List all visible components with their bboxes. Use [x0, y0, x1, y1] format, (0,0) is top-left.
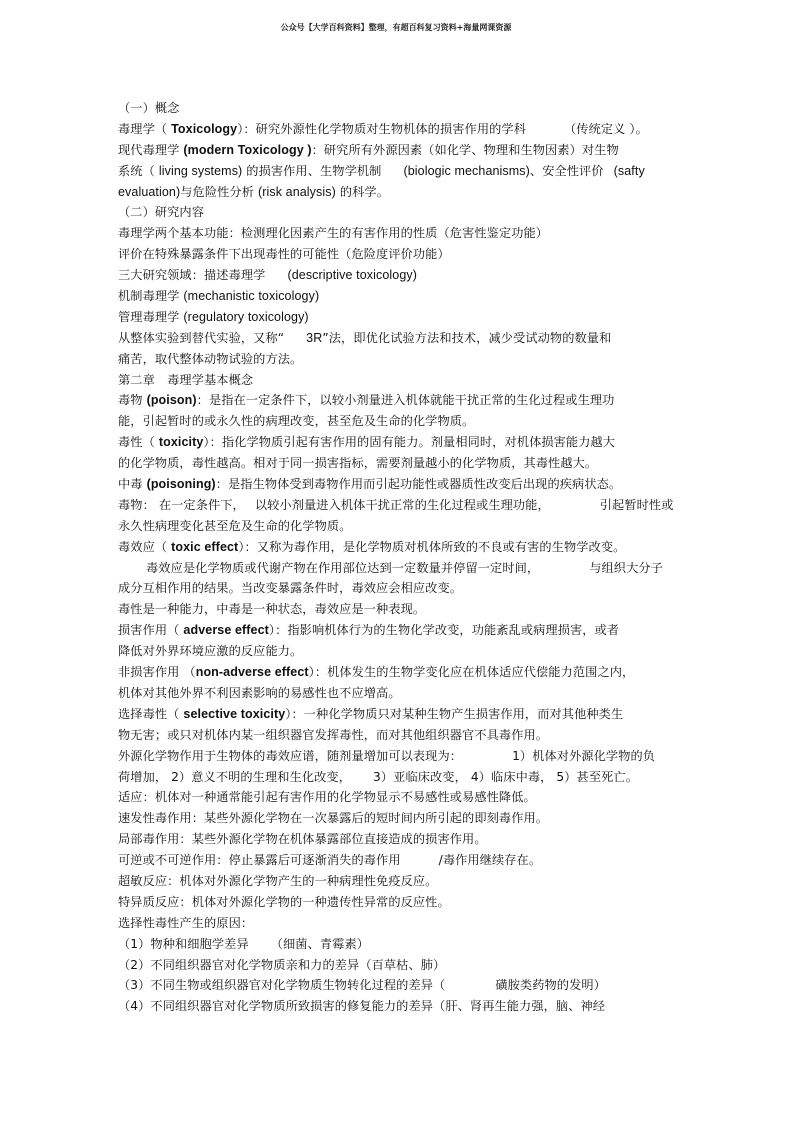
term-en: (regulatory toxicology): [183, 309, 309, 324]
text: 中毒: [118, 477, 147, 492]
term-en: (poisoning): [146, 477, 216, 492]
term-en: adverse effect: [183, 623, 269, 638]
paragraph-line: [118, 286, 678, 307]
chapter-heading: [118, 370, 678, 391]
text: ”法，即优化试验方法和技术，减少受试动物的数量和: [322, 330, 612, 345]
text: 适应：机体对一种通常能引起有害作用的化学物显示不易感性或易感性降低。: [118, 790, 536, 805]
term-en: selective toxicity: [183, 706, 286, 721]
text: 物无害；或只对机体内某一组织器官发挥毒性，而对其他组织器官不具毒作用。: [118, 727, 549, 742]
text: 现代毒理学: [118, 142, 184, 157]
paragraph-line: [118, 704, 678, 725]
list-item: [118, 996, 678, 1017]
text: 成分互相作用的结果。当改变暴露条件时，毒效应会相应改变。: [118, 581, 463, 596]
paragraph-line: [118, 558, 678, 579]
term-en: living systems): [158, 163, 243, 178]
paragraph-line: [118, 119, 678, 140]
term-en: (descriptive toxicology): [287, 268, 417, 283]
text: （1）物种和细胞学差异: [118, 936, 249, 951]
text: ）：又称为毒作用，是化学物质对机体所致的不良或有害的生物学改变。: [238, 539, 626, 554]
text: 局部毒作用：某些外源化学物在机体暴露部位直接造成的损害作用。: [118, 832, 487, 847]
paragraph-line: [118, 787, 678, 808]
text: 毒物： 在一定条件下，: [118, 497, 245, 512]
term-en: toxicity: [158, 435, 204, 450]
term-en: (modern Toxicology ): [183, 142, 312, 157]
text: （2）不同组织器官对化学物质亲和力的差异（百草枯、肺）: [118, 957, 446, 972]
text: 毒理学两个基本功能：检测理化因素产生的有害作用的性质（危害性鉴定功能）: [118, 226, 549, 241]
paragraph-line: [118, 140, 678, 161]
term-en: (mechanistic toxicology): [183, 289, 320, 304]
text: （细菌、青霉素）: [270, 936, 370, 951]
term-en: 3R: [306, 330, 323, 345]
text: 非损害作用 （: [118, 665, 196, 680]
text: 降低对外界环境应激的反应能力。: [118, 644, 303, 659]
paragraph-line: [118, 516, 678, 537]
text: 选择性毒性产生的原因：: [118, 915, 254, 930]
text: 可逆或不可逆作用：停止暴露后可逐渐消失的毒作用: [118, 853, 401, 868]
text: 的科学。: [335, 184, 389, 199]
text: 能，引起暂时的或永久性的病理改变，甚至危及生命的化学物质。: [118, 414, 475, 429]
list-item: [118, 955, 678, 976]
text: 、安全性评价: [529, 163, 604, 178]
text: 超敏反应：机体对外源化学物产生的一种病理性免疫反应。: [118, 873, 438, 888]
text: 机体对其他外界不利因素影响的易感性也不应增高。: [118, 685, 401, 700]
paragraph-line: [118, 913, 678, 934]
text: 与危险性分析: [180, 184, 258, 199]
paragraph-line: [118, 767, 678, 788]
paragraph-line: [118, 474, 678, 495]
text: （3）不同生物或组织器官对化学物质生物转化过程的差异（: [118, 978, 446, 993]
paragraph-line: [118, 453, 678, 474]
text: 永久性病理变化甚至危及生命的化学物质。: [118, 518, 352, 533]
text: 外源化学物作用于生物体的毒效应谱，随剂量增加可以表现为：: [118, 748, 463, 763]
text: 毒效应（: [118, 539, 172, 554]
text: （二）研究内容: [118, 205, 205, 220]
text: （传统定义 ）。: [564, 121, 648, 136]
text: ：研究所有外源因素（如化学、物理和生物因素）对生物: [311, 142, 619, 157]
term-en: (risk analysis): [257, 184, 336, 199]
paragraph-line: [118, 599, 678, 620]
text: 评价在特殊暴露条件下出现毒性的可能性（危险度评价功能）: [118, 247, 450, 262]
paragraph-line: [118, 390, 678, 411]
text: 毒性是一种能力，中毒是一种状态，毒效应是一种表现。: [118, 602, 426, 617]
paragraph-line: [118, 683, 678, 704]
paragraph-line: [118, 328, 678, 349]
paragraph-line: [118, 578, 678, 599]
paragraph-line: [118, 495, 678, 516]
paragraph-line: [118, 620, 678, 641]
text: 管理毒理学: [118, 309, 184, 324]
text: 痛苦，取代整体动物试验的方法。: [118, 351, 303, 366]
text: 机制毒理学: [118, 289, 184, 304]
paragraph-line: [118, 223, 678, 244]
text: 1）机体对外源化学物的负: [512, 748, 656, 763]
paragraph-line: [118, 307, 678, 328]
list-item: [118, 975, 678, 996]
text: （一）概念: [118, 101, 180, 115]
term-en: (safty: [613, 163, 645, 178]
text: 速发性毒作用：某些外源化学物在一次暴露后的短时间内所引起的即刻毒作用。: [118, 811, 549, 826]
text: 特异质反应：机体对外源化学物的一种遗传性异常的反应性。: [118, 894, 450, 909]
text: /毒作用继续存在。: [438, 853, 542, 868]
text: （4）不同组织器官对化学物质所致损害的修复能力的差异（肝、肾再生能力强，脑、神经: [118, 999, 606, 1014]
text: 与组织大分子: [589, 560, 663, 575]
text: 毒理学（: [118, 121, 172, 136]
paragraph-line: [118, 725, 678, 746]
paragraph-line: [118, 892, 678, 913]
list-item: [118, 934, 678, 955]
paragraph-line: [118, 411, 678, 432]
text: 引起暂时性或: [599, 497, 674, 512]
term-en: (biologic mechanisms): [403, 163, 530, 178]
paragraph-line: [118, 808, 678, 829]
text: 的损害作用、生物学机制: [242, 163, 382, 178]
text: ）：研究外源性化学物质对生物机体的损害作用的学科: [237, 121, 526, 136]
term-en: Toxicology: [171, 121, 238, 136]
text: 从整体实验到替代实验，又称“: [118, 330, 285, 345]
text: ）：一种化学物质只对某种生物产生损害作用，而对其他种类生: [285, 706, 624, 721]
term-en: (poison): [146, 393, 197, 408]
term-en: toxic effect: [171, 539, 239, 554]
paragraph-line: [118, 850, 678, 871]
text: 三大研究领域：描述毒理学: [118, 268, 266, 283]
text: ）：指化学物质引起有害作用的固有能力。剂量相同时，对机体损害能力越大: [203, 435, 616, 450]
paragraph-line: [118, 265, 678, 286]
text: 荷增加， 2）意义不明的生理和生化改变，: [118, 769, 352, 784]
text: 系统（: [118, 163, 159, 178]
paragraph-line: [118, 244, 678, 265]
paragraph-line: [118, 349, 678, 370]
text: 磺胺类药物的发明）: [495, 978, 606, 993]
section-heading-concept: [118, 98, 678, 119]
term-en: evaluation): [118, 184, 181, 199]
text: ）：机体发生的生物学变化应在机体适应代偿能力范围之内，: [308, 665, 635, 680]
text: 的化学物质，毒性越高。相对于同一损害指标，需要剂量越小的化学物质，其毒性越大。: [118, 456, 598, 471]
paragraph-line: [118, 432, 678, 453]
text: 损害作用（: [118, 623, 184, 638]
text: ）：指影响机体行为的生物化学改变，功能紊乱或病理损害，或者: [268, 623, 620, 638]
text: ：是指生物体受到毒物作用而引起功能性或器质性改变后出现的疾病状态。: [215, 477, 622, 492]
text: 以较小剂量进入机体干扰正常的生化过程或生理功能，: [254, 497, 550, 512]
text: 3）亚临床改变， 4）临床中毒， 5）甚至死亡。: [373, 769, 638, 784]
paragraph-line: [118, 871, 678, 892]
text: 毒性（: [118, 435, 159, 450]
paragraph-line: [118, 161, 678, 182]
page-header-watermark: 公众号【大学百科资料】整理，有超百科复习资料+海量网课资源: [280, 22, 512, 32]
paragraph-line: [118, 662, 678, 683]
paragraph-line: [118, 829, 678, 850]
paragraph-line: [118, 537, 678, 558]
paragraph-line: [118, 641, 678, 662]
term-en: non-adverse effect: [195, 665, 309, 680]
text: ：是指在一定条件下，以较小剂量进入机体就能干扰正常的生化过程或生理功: [196, 393, 615, 408]
document-body: [118, 98, 678, 1017]
paragraph-line: [118, 746, 678, 767]
text: 第二章 毒理学基本概念: [118, 372, 254, 387]
paragraph-line: [118, 182, 678, 203]
text: 毒效应是化学物质或代谢产物在作用部位达到一定数量并停留一定时间，: [146, 560, 540, 575]
section-heading-research: [118, 202, 678, 223]
text: 选择毒性（: [118, 706, 184, 721]
text: 毒物: [118, 393, 147, 408]
